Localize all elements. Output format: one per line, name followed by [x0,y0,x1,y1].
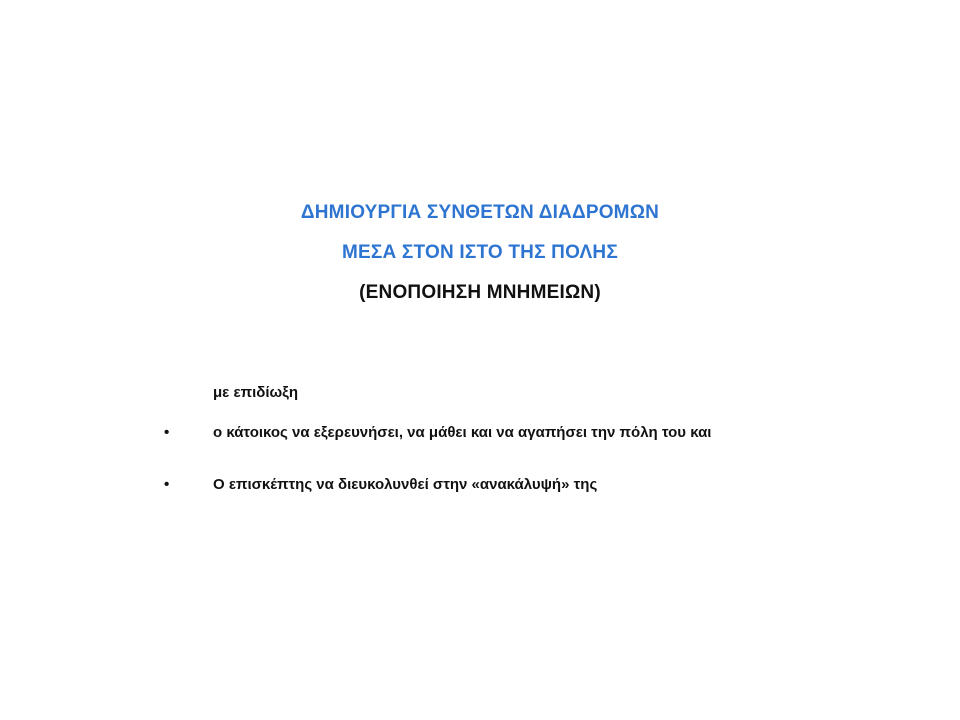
title-block [0,203,960,323]
title-line-2: ΜΕΣΑ ΣΤΟΝ ΙΣΤΟ ΤΗΣ ΠΟΛΗΣ [342,242,618,263]
title-line-1: ΔΗΜΙΟΥΡΓΙΑ ΣΥΝΘΕΤΩΝ ΔΙΑΔΡΟΜΩΝ [300,202,660,223]
intro-text: με επιδίωξη [213,384,299,401]
bullet-mark: • [164,476,170,493]
bullet-text: Ο επισκέπτης να διευκολυνθεί στην «ανακάλυψή» της [213,476,598,493]
bullet-text: ο κάτοικος να εξερευνήσει, να μάθει και να αγαπήσει την πόλη του και [213,424,712,441]
title-line-3: (ΕΝΟΠΟΙΗΣΗ ΜΝΗΜΕΙΩΝ) [359,282,601,303]
bullet-mark: • [164,424,170,441]
